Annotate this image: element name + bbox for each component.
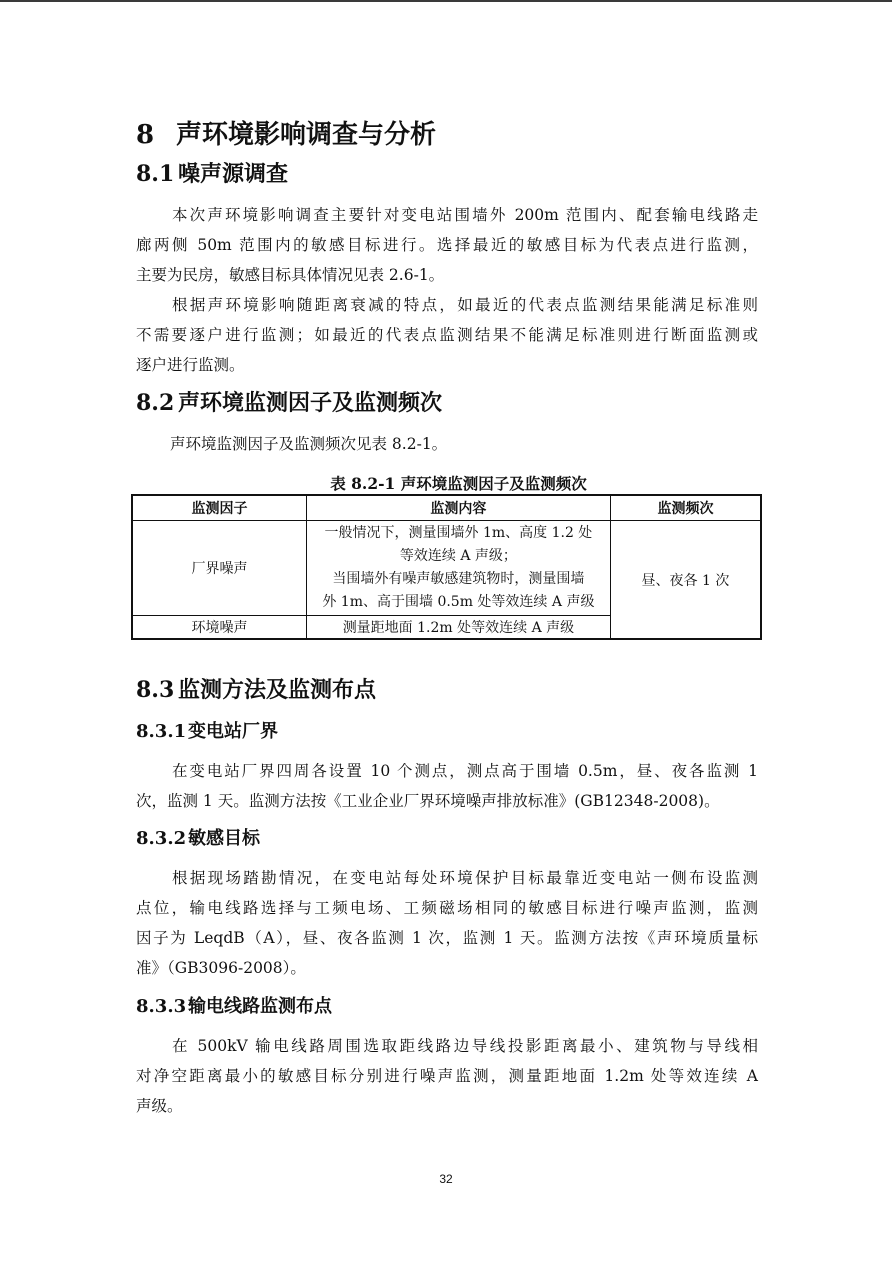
paragraph-line: 在变电站厂界四周各设置 10 个测点，测点高于围墙 0.5m，昼、夜各监测 1: [172, 762, 758, 780]
section-title: 输电线路监测布点: [188, 996, 332, 1017]
section-title: 声环境影响调查与分析: [176, 120, 437, 150]
paragraph-line: 逐户进行监测。: [136, 356, 245, 374]
table-cell: [306, 521, 610, 616]
paragraph-line: 因子为 LeqdB（A），昼、夜各监测 1 次，监测 1 天。监测方法按《声环境质量标: [136, 929, 758, 947]
section-8-3-2-heading: [136, 824, 260, 850]
section-title: 敏感目标: [188, 828, 260, 849]
paragraph-line: 廊两侧 50m 范围内的敏感目标进行。选择最近的敏感目标为代表点进行监测，: [136, 236, 758, 254]
paragraph-line: 根据现场踏勘情况，在变电站每处环境保护目标最靠近变电站一侧布设监测: [172, 869, 758, 887]
paragraph-line: 声级。: [136, 1097, 183, 1115]
paragraph-line: 在 500kV 输电线路周围选取距线路边导线投影距离最小、建筑物与导线相: [172, 1037, 758, 1055]
cell-line: 等效连续 A 声级；: [399, 548, 517, 564]
table-cell: 厂界噪声: [132, 521, 306, 616]
paragraph-line: 对净空距离最小的敏感目标分别进行噪声监测，测量距地面 1.2m 处等效连续 A: [136, 1067, 758, 1085]
section-title: 变电站厂界: [188, 721, 278, 742]
table-cell: 昼、夜各 1 次: [610, 521, 761, 640]
page-number: 32: [439, 1172, 453, 1186]
monitoring-table: [131, 494, 762, 640]
table-header-row: [132, 495, 761, 521]
section-8-3-1-heading: [136, 717, 278, 743]
section-8-1-heading: [136, 157, 288, 188]
paragraph-line: 点位，输电线路选择与工频电场、工频磁场相同的敏感目标进行噪声监测，监测: [136, 899, 758, 917]
table-row: [132, 521, 761, 616]
section-number: 8.2: [136, 390, 175, 416]
section-number: 8: [136, 120, 155, 150]
table-header-cell: 监测因子: [132, 495, 306, 521]
section-title: 噪声源调查: [178, 161, 289, 187]
paragraph-line: 次，监测 1 天。监测方法按《工业企业厂界环境噪声排放标准》(GB12348-2008)。: [136, 792, 720, 810]
table-caption: 表 8.2-1 声环境监测因子及监测频次: [330, 474, 587, 493]
section-number: 8.3.2: [136, 828, 187, 849]
paragraph-line: 声环境监测因子及监测频次见表 8.2-1。: [170, 435, 448, 453]
section-number: 8.3.1: [136, 721, 187, 742]
section-8-heading: [136, 114, 436, 151]
section-number: 8.3: [136, 677, 175, 703]
section-title: 声环境监测因子及监测频次: [178, 390, 443, 416]
section-8-3-heading: [136, 673, 376, 704]
paragraph-line: 主要为民房，敏感目标具体情况见表 2.6-1。: [136, 266, 445, 284]
table-header-cell: 监测内容: [306, 495, 610, 521]
section-8-3-3-heading: [136, 992, 332, 1018]
section-number: 8.3.3: [136, 996, 187, 1017]
table-cell: 测量距地面 1.2m 处等效连续 A 声级: [306, 616, 610, 640]
paragraph-line: 不需要逐户进行监测；如最近的代表点监测结果不能满足标准则进行断面监测或: [136, 326, 758, 344]
section-title: 监测方法及监测布点: [178, 677, 377, 703]
paragraph-line: 本次声环境影响调查主要针对变电站围墙外 200m 范围内、配套输电线路走: [172, 206, 758, 224]
section-8-2-heading: [136, 386, 442, 417]
top-border-line: [0, 0, 892, 2]
paragraph-line: 准》（GB3096-2008）。: [136, 959, 306, 977]
table-cell: 环境噪声: [132, 616, 306, 640]
table-header-cell: 监测频次: [610, 495, 761, 521]
section-number: 8.1: [136, 161, 175, 187]
cell-line: 一般情况下，测量围墙外 1m、高度 1.2 处: [324, 525, 593, 541]
cell-line: 外 1m、高于围墙 0.5m 处等效连续 A 声级: [322, 594, 595, 610]
cell-line: 当围墙外有噪声敏感建筑物时，测量围墙: [332, 571, 585, 587]
paragraph-line: 根据声环境影响随距离衰减的特点，如最近的代表点监测结果能满足标准则: [172, 296, 758, 314]
